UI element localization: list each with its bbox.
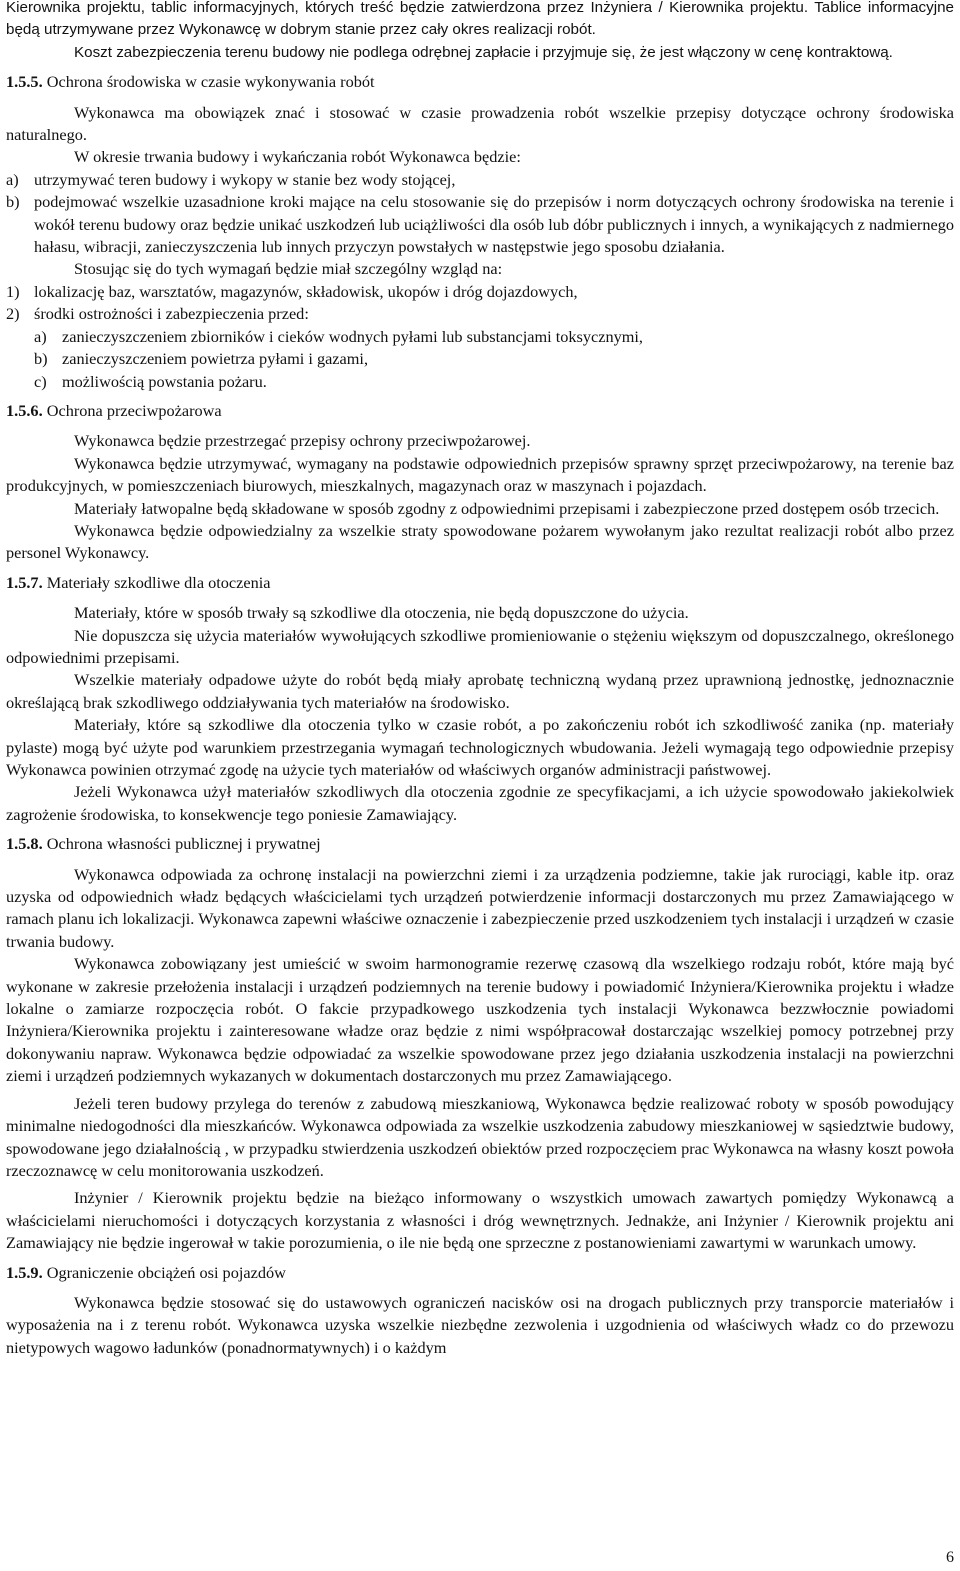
list-marker: 2)	[6, 304, 20, 324]
paragraph: W okresie trwania budowy i wykańczania robót Wykonawca będzie:	[74, 147, 521, 167]
section-heading-1-5-9	[6, 1262, 954, 1284]
paragraph: Inżynier / Kierownik projektu będzie na bieżąco informowany o wszystkich umowach zawartych pomiędzy Wykonawcą a właścicielami nieruchomości i dotyczących korzystania z własności i dróg wewnętrznych. Jednakże, ani Inżynier / Kierownik projektu ani Zamawiający nie będzie ingerował w takie porozumienia, o ile nie będą one sprzeczne z postanowieniami zawartymi w warunkach umowy.	[6, 1188, 954, 1253]
list-item	[6, 281, 954, 303]
paragraph: Wszelkie materiały odpadowe użyte do robót będą miały aprobatę techniczną wydaną przez uprawnioną jednostkę, jednoznacznie określającą brak szkodliwego oddziaływania tych materiałów na środowisko.	[6, 670, 954, 712]
paragraph: Wykonawca zobowiązany jest umieścić w swoim harmonogramie rezerwę czasową dla wszelkiego rodzaju robót, które mają być wykonane w zakresie przełożenia instalacji i urządzeń podziemnych na terenie budowy i powiadomić Inżyniera/Kierownika projektu i władze lokalne o zamiarze rozpoczęcia robót. O fakcie przypadkowego uszkodzenia tych instalacji Wykonawca bezzwłocznie powiadomi Inżyniera/Kierownika projektu i zainteresowane władze oraz będzie z nimi współpracował dostarczając wszelkiej pomocy potrzebnej przy dokonywaniu napraw. Wykonawca będzie odpowiadać za wszelkie spowodowane przez jego działania uszkodzenia instalacji na powierzchni ziemi i urządzeń podziemnych wykazanych w dokumentach dostarczonych mu przez Zamawiającego.	[6, 954, 954, 1086]
list-marker: b)	[34, 349, 48, 369]
list-item	[6, 348, 954, 370]
paragraph: Jeżeli teren budowy przylega do terenów z zabudową mieszkaniową, Wykonawca będzie realizować roboty w sposób powodujący minimalne niedogodności dla mieszkańców. Wykonawca odpowiada za wszelkie uszkodzenia zabudowy mieszkaniowej w sąsiedztwie budowy, spowodowane jego działalnością , w przypadku stwierdzenia uszkodzeń obiektów przed rozpoczęciem prac Wykonawca na własny koszt powoła rzeczoznawcę w celu monitorowania uszkodzeń.	[6, 1093, 954, 1180]
sub-list	[6, 326, 954, 393]
list-marker: 1)	[6, 281, 20, 301]
section-title: Materiały szkodliwe dla otoczenia	[46, 572, 271, 592]
list-item-text: zanieczyszczeniem zbiorników i cieków wodnych pyłami lub substancjami toksycznymi,	[62, 326, 643, 346]
list-marker: a)	[6, 169, 19, 189]
list-marker: b)	[6, 192, 20, 212]
list-item	[6, 191, 954, 258]
section-heading-1-5-6	[6, 400, 954, 422]
paragraph: Materiały, które są szkodliwe dla otoczenia tylko w czasie robót, a po zakończeniu robót ich szkodliwość zanika (np. materiały pylaste) mogą być użyte pod warunkiem przestrzegania wymagań technologicznych wbudowania. Jeżeli wymagają tego odpowiednie przepisy Wykonawca powinien otrzymać zgodę na użycie tych materiałów od właściwych organów administracji państwowej.	[6, 715, 954, 779]
section-heading-1-5-5	[6, 71, 954, 93]
paragraph: Wykonawca będzie utrzymywać, wymagany na podstawie odpowiednich przepisów sprawny sprzęt przeciwpożarowy, na terenie baz produkcyjnych, w pomieszczeniach biurowych, mieszkalnych, magazynach oraz w maszynach i pojazdach.	[6, 453, 954, 496]
section-title: Ochrona środowiska w czasie wykonywania robót	[46, 72, 375, 92]
section-number: 1.5.8.	[6, 834, 43, 854]
paragraph: Wykonawca odpowiada za ochronę instalacji na powierzchni ziemi i za urządzenia podziemne, takie jak rurociągi, kable itp. oraz uzyska od odpowiednich władz będących właścicielami tych urządzeń potwierdzenie informacji dostarczonych mu przez Zamawiającego w ramach planu ich lokalizacji. Wykonawca zapewni właściwe oznaczenie i zabezpieczenie przed uszkodzeniem tych instalacji i urządzeń w czasie trwania budowy.	[6, 864, 954, 951]
paragraph: Wykonawca będzie stosować się do ustawowych ograniczeń nacisków osi na drogach publicznych przy transporcie materiałów i wyposażenia na i z terenu robót. Wykonawca uzyska wszelkie niezbędne zezwolenia i uzgodnienia od właściwych władz co do przewozu nietypowych wagowo ładunków (ponadnormatywnych) i o każdym	[6, 1292, 954, 1357]
list-marker: a)	[34, 326, 47, 346]
list-item-text: lokalizację baz, warsztatów, magazynów, składowisk, ukopów i dróg dojazdowych,	[34, 281, 578, 301]
intro-cost-paragraph: Koszt zabezpieczenia terenu budowy nie podlega odrębnej zapłacie i przyjmuje się, że jest włączony w cenę kontraktową.	[74, 43, 893, 61]
paragraph: Nie dopuszcza się użycia materiałów wywołujących szkodliwe promieniowanie o stężeniu większym od dopuszczalnego, określonego odpowiednimi przepisami.	[6, 625, 954, 667]
section-title: Ochrona własności publicznej i prywatnej	[46, 834, 321, 854]
lettered-list	[6, 169, 954, 259]
section-heading-1-5-7	[6, 572, 954, 594]
intro-paragraph: Kierownika projektu, tablic informacyjnych, których treść będzie zatwierdzona przez Inżyniera / Kierownika projektu. Tablice informacyjne będą utrzymywane przez Wykonawcę w dobrym stanie przez cały okres realizacji robót.	[6, 0, 954, 39]
section-heading-1-5-8	[6, 833, 954, 855]
list-item-text: możliwością powstania pożaru.	[62, 371, 267, 391]
section-title: Ograniczenie obciążeń osi pojazdów	[46, 1262, 286, 1282]
paragraph: Wykonawca ma obowiązek znać i stosować w czasie prowadzenia robót wszelkie przepisy dotyczące ochrony środowiska naturalnego.	[6, 102, 954, 145]
numbered-list	[6, 281, 954, 326]
list-item	[6, 303, 954, 325]
paragraph: Stosując się do tych wymagań będzie miał szczególny wzgląd na:	[74, 259, 503, 279]
list-marker: c)	[34, 371, 47, 391]
list-item	[6, 371, 954, 393]
paragraph: Materiały, które w sposób trwały są szkodliwe dla otoczenia, nie będą dopuszczone do użycia.	[74, 603, 689, 623]
list-item	[6, 169, 954, 191]
paragraph: Wykonawca będzie odpowiedzialny za wszelkie straty spowodowane pożarem wywołanym jako rezultat realizacji robót albo przez personel Wykonawcy.	[6, 520, 954, 563]
section-number: 1.5.5.	[6, 72, 43, 92]
paragraph: Materiały łatwopalne będą składowane w sposób zgodny z odpowiednimi przepisami i zabezpieczone przed dostępem osób trzecich.	[74, 498, 940, 518]
list-item	[6, 326, 954, 348]
section-number: 1.5.9.	[6, 1262, 43, 1282]
list-item-text: zanieczyszczeniem powietrza pyłami i gazami,	[62, 349, 369, 369]
section-number: 1.5.7.	[6, 572, 43, 592]
section-title: Ochrona przeciwpożarowa	[46, 400, 222, 420]
paragraph: Wykonawca będzie przestrzegać przepisy ochrony przeciwpożarowej.	[74, 431, 531, 451]
paragraph: Jeżeli Wykonawca użył materiałów szkodliwych dla otoczenia zgodnie ze specyfikacjami, a ich użycie spowodowało jakiekolwiek zagrożenie środowiska, to konsekwencje tego poniesie Zamawiający.	[6, 782, 954, 824]
document-page	[6, 0, 954, 1359]
list-item-text: środki ostrożności i zabezpieczenia przed:	[34, 304, 309, 324]
list-item-text: utrzymywać teren budowy i wykopy w stanie bez wody stojącej,	[34, 169, 456, 189]
section-number: 1.5.6.	[6, 400, 43, 420]
page-number: 6	[946, 1549, 954, 1566]
list-item-text: podejmować wszelkie uzasadnione kroki mające na celu stosowanie się do przepisów i norm dotyczących ochrony środowiska na terenie i wokół terenu budowy oraz będzie unikać uszkodzeń lub uciążliwości dla osób lub dóbr publicznych i innych, a wynikających z nadmiernego hałasu, wibracji, zanieczyszczenia lub innych przyczyn powstałych w następstwie jego sposobu działania.	[34, 192, 954, 257]
